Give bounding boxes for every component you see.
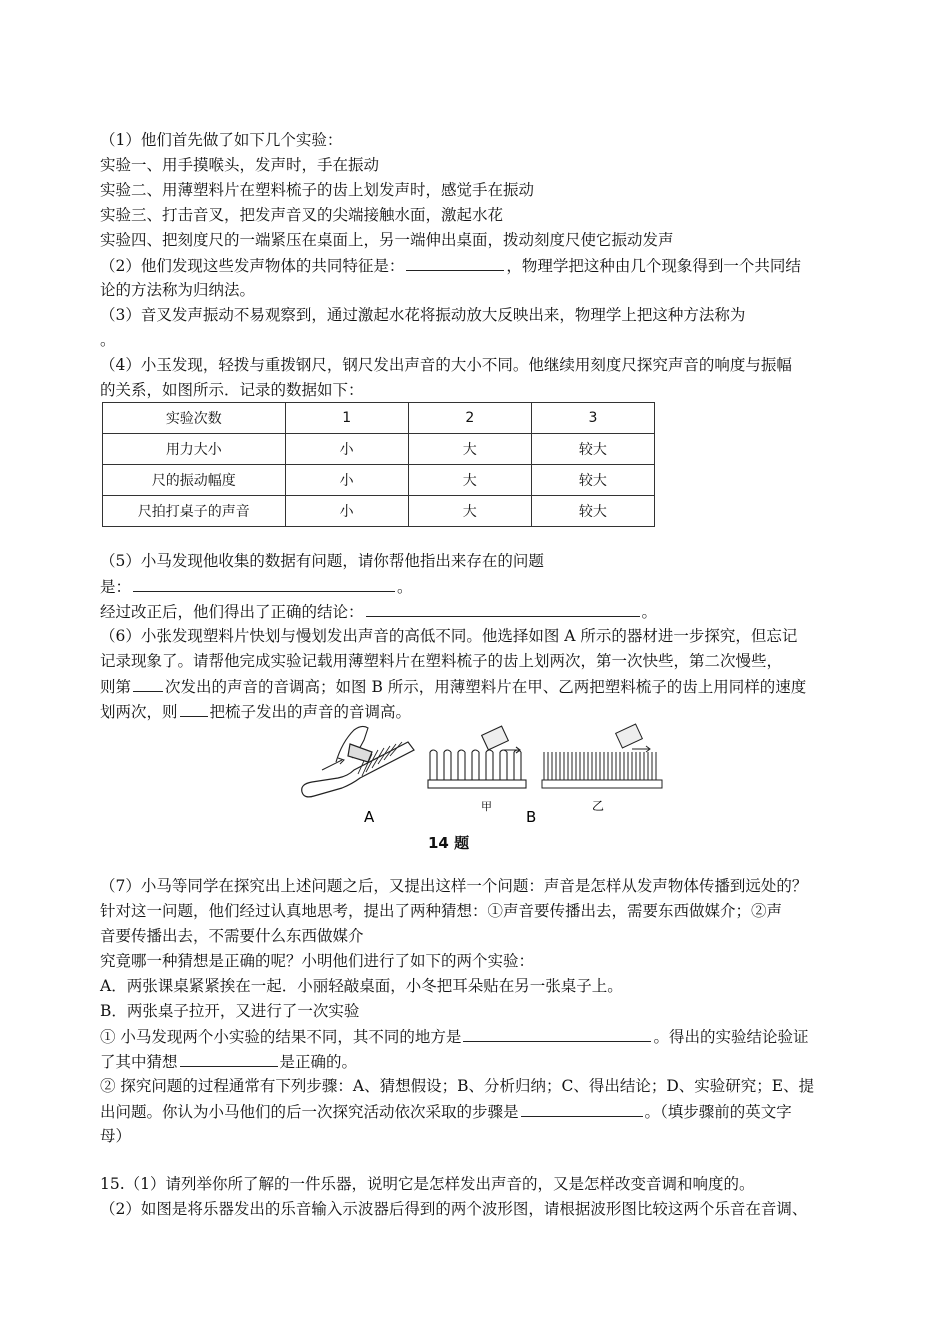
table-cell: 小 <box>285 465 408 496</box>
table-header-cell: 3 <box>531 403 654 434</box>
table-row <box>103 496 655 527</box>
answer-blank[interactable] <box>180 1049 278 1067</box>
answer-blank[interactable] <box>133 674 163 692</box>
text-line: ② 探究问题的过程通常有下列步骤：A、猜想假设；B、分析归纳；C、得出结论；D、实验研究；E、提 <box>100 1077 815 1095</box>
text-line: 音要传播出去，不需要什么东西做媒介 <box>100 927 364 945</box>
table-cell: 较大 <box>531 434 654 465</box>
text-span: 出问题。你认为小马他们的后一次探究活动依次采取的步骤是 <box>100 1103 519 1121</box>
text-span: ① 小马发现两个小实验的结果不同，其不同的地方是 <box>100 1028 462 1046</box>
table-cell: 用力大小 <box>103 434 286 465</box>
text-line: 实验一、用手摸喉头，发声时，手在振动 <box>100 156 380 174</box>
table-row <box>103 434 655 465</box>
question-7-line <box>100 1099 870 1124</box>
text-line: 母） <box>100 1127 132 1145</box>
text-span: 是： <box>100 578 132 596</box>
text-span: （2）他们发现这些发声物体的共同特征是： <box>100 257 405 275</box>
table-header-cell: 2 <box>408 403 531 434</box>
table-cell: 尺拍打桌子的声音 <box>103 496 286 527</box>
table-header-cell: 实验次数 <box>103 403 286 434</box>
text-line: （5）小马发现他收集的数据有问题，请你帮他指出来存在的问题 <box>100 552 544 570</box>
text-span: 。 <box>641 603 658 621</box>
text-span: 了其中猜想 <box>100 1053 178 1071</box>
answer-blank[interactable] <box>180 699 208 717</box>
figure-a-drawing <box>302 726 414 797</box>
question-7-line <box>100 1024 870 1049</box>
text-span: 经过改正后，他们得出了正确的结论： <box>100 603 364 621</box>
table-header-row <box>103 403 655 434</box>
text-line: （7）小马等同学在探究出上述问题之后，又提出这样一个问题：声音是怎样从发声物体传播到远处的？ <box>100 877 808 895</box>
question-2-line <box>100 253 870 278</box>
text-line: 。 <box>100 331 116 349</box>
table-row <box>103 465 655 496</box>
text-span: ，物理学把这种由几个现象得到一个共同结 <box>506 257 801 275</box>
text-span: 次发出的声音的音调高；如图 B 所示，用薄塑料片在甲、乙两把塑料梳子的齿上用同样的速度 <box>165 678 807 696</box>
text-line: （1）他们首先做了如下几个实验： <box>100 131 343 149</box>
text-line: （4）小玉发现，轻拨与重拨钢尺，钢尺发出声音的大小不同。他继续用刻度尺探究声音的响度与振幅 <box>100 356 792 374</box>
text-line: 究竟哪一种猜想是正确的呢？小明他们进行了如下的两个实验： <box>100 952 535 970</box>
text-line: （6）小张发现塑料片快划与慢划发出声音的高低不同。他选择如图 A 所示的器材进一步探究，但忘记 <box>100 627 798 645</box>
figure-caption: 14 题 <box>428 834 470 852</box>
table-header-cell: 1 <box>285 403 408 434</box>
text-span: 则第 <box>100 678 132 696</box>
table-cell: 较大 <box>531 496 654 527</box>
figure-label-b: B <box>526 808 537 826</box>
data-table <box>102 402 655 527</box>
answer-blank[interactable] <box>366 599 640 617</box>
answer-blank[interactable] <box>406 253 504 271</box>
text-line: 实验三、打击音叉，把发声音叉的尖端接触水面，激起水花 <box>100 206 504 224</box>
question-7-line <box>100 1049 870 1074</box>
text-span: 是正确的。 <box>279 1053 358 1071</box>
comb-yi-drawing <box>542 724 662 788</box>
figure-label-jia: 甲 <box>481 800 492 813</box>
figure-label-a: A <box>364 808 375 826</box>
answer-blank[interactable] <box>133 574 395 592</box>
answer-blank[interactable] <box>521 1099 643 1117</box>
text-line: 针对这一问题，他们经过认真地思考，提出了两种猜想：①声音要传播出去，需要东西做媒介；②声 <box>100 902 783 920</box>
text-line: A．两张课桌紧紧挨在一起．小丽轻敲桌面，小冬把耳朵贴在另一张桌子上。 <box>100 977 623 995</box>
text-line: 的关系，如图所示．记录的数据如下： <box>100 381 364 399</box>
text-span: 划两次，则 <box>100 703 178 721</box>
text-line: 论的方法称为归纳法。 <box>100 281 256 299</box>
text-line: （3）音叉发声振动不易观察到，通过激起水花将振动放大反映出来，物理学上把这种方法称为 <box>100 306 746 324</box>
text-line: 实验二、用薄塑料片在塑料梳子的齿上划发声时，感觉手在振动 <box>100 181 535 199</box>
text-line: 15.（1）请列举你所了解的一件乐器，说明它是怎样发出声音的，又是怎样改变音调和响度的。 <box>100 1175 755 1193</box>
figure-label-yi: 乙 <box>592 799 605 813</box>
answer-blank[interactable] <box>463 1024 651 1042</box>
text-line: （2）如图是将乐器发出的乐音输入示波器后得到的两个波形图，请根据波形图比较这两个乐音在音调、 <box>100 1200 808 1218</box>
text-span: 。（填步骤前的英文字 <box>644 1103 792 1121</box>
question-6-line <box>100 699 870 724</box>
table-cell: 小 <box>285 496 408 527</box>
text-line: 记录现象了。请帮他完成实验记载用薄塑料片在塑料梳子的齿上划两次，第一次快些，第二次慢些， <box>100 652 783 670</box>
table-cell: 大 <box>408 434 531 465</box>
table-cell: 小 <box>285 434 408 465</box>
question-5-answer-line <box>100 574 870 599</box>
question-6-line <box>100 674 870 699</box>
comb-jia-drawing <box>428 726 526 788</box>
text-line: B．两张桌子拉开，又进行了一次实验 <box>100 1002 360 1020</box>
text-line: 实验四、把刻度尺的一端紧压在桌面上，另一端伸出桌面，拨动刻度尺使它振动发声 <box>100 231 674 249</box>
text-span: 。 <box>397 578 413 596</box>
table-cell: 较大 <box>531 465 654 496</box>
text-span: 。得出的实验结论验证 <box>653 1028 809 1046</box>
text-span: 把梳子发出的声音的音调高。 <box>209 703 412 721</box>
comb-experiment-figure <box>298 722 678 827</box>
table-cell: 尺的振动幅度 <box>103 465 286 496</box>
table-cell: 大 <box>408 465 531 496</box>
conclusion-line <box>100 599 870 624</box>
table-cell: 大 <box>408 496 531 527</box>
